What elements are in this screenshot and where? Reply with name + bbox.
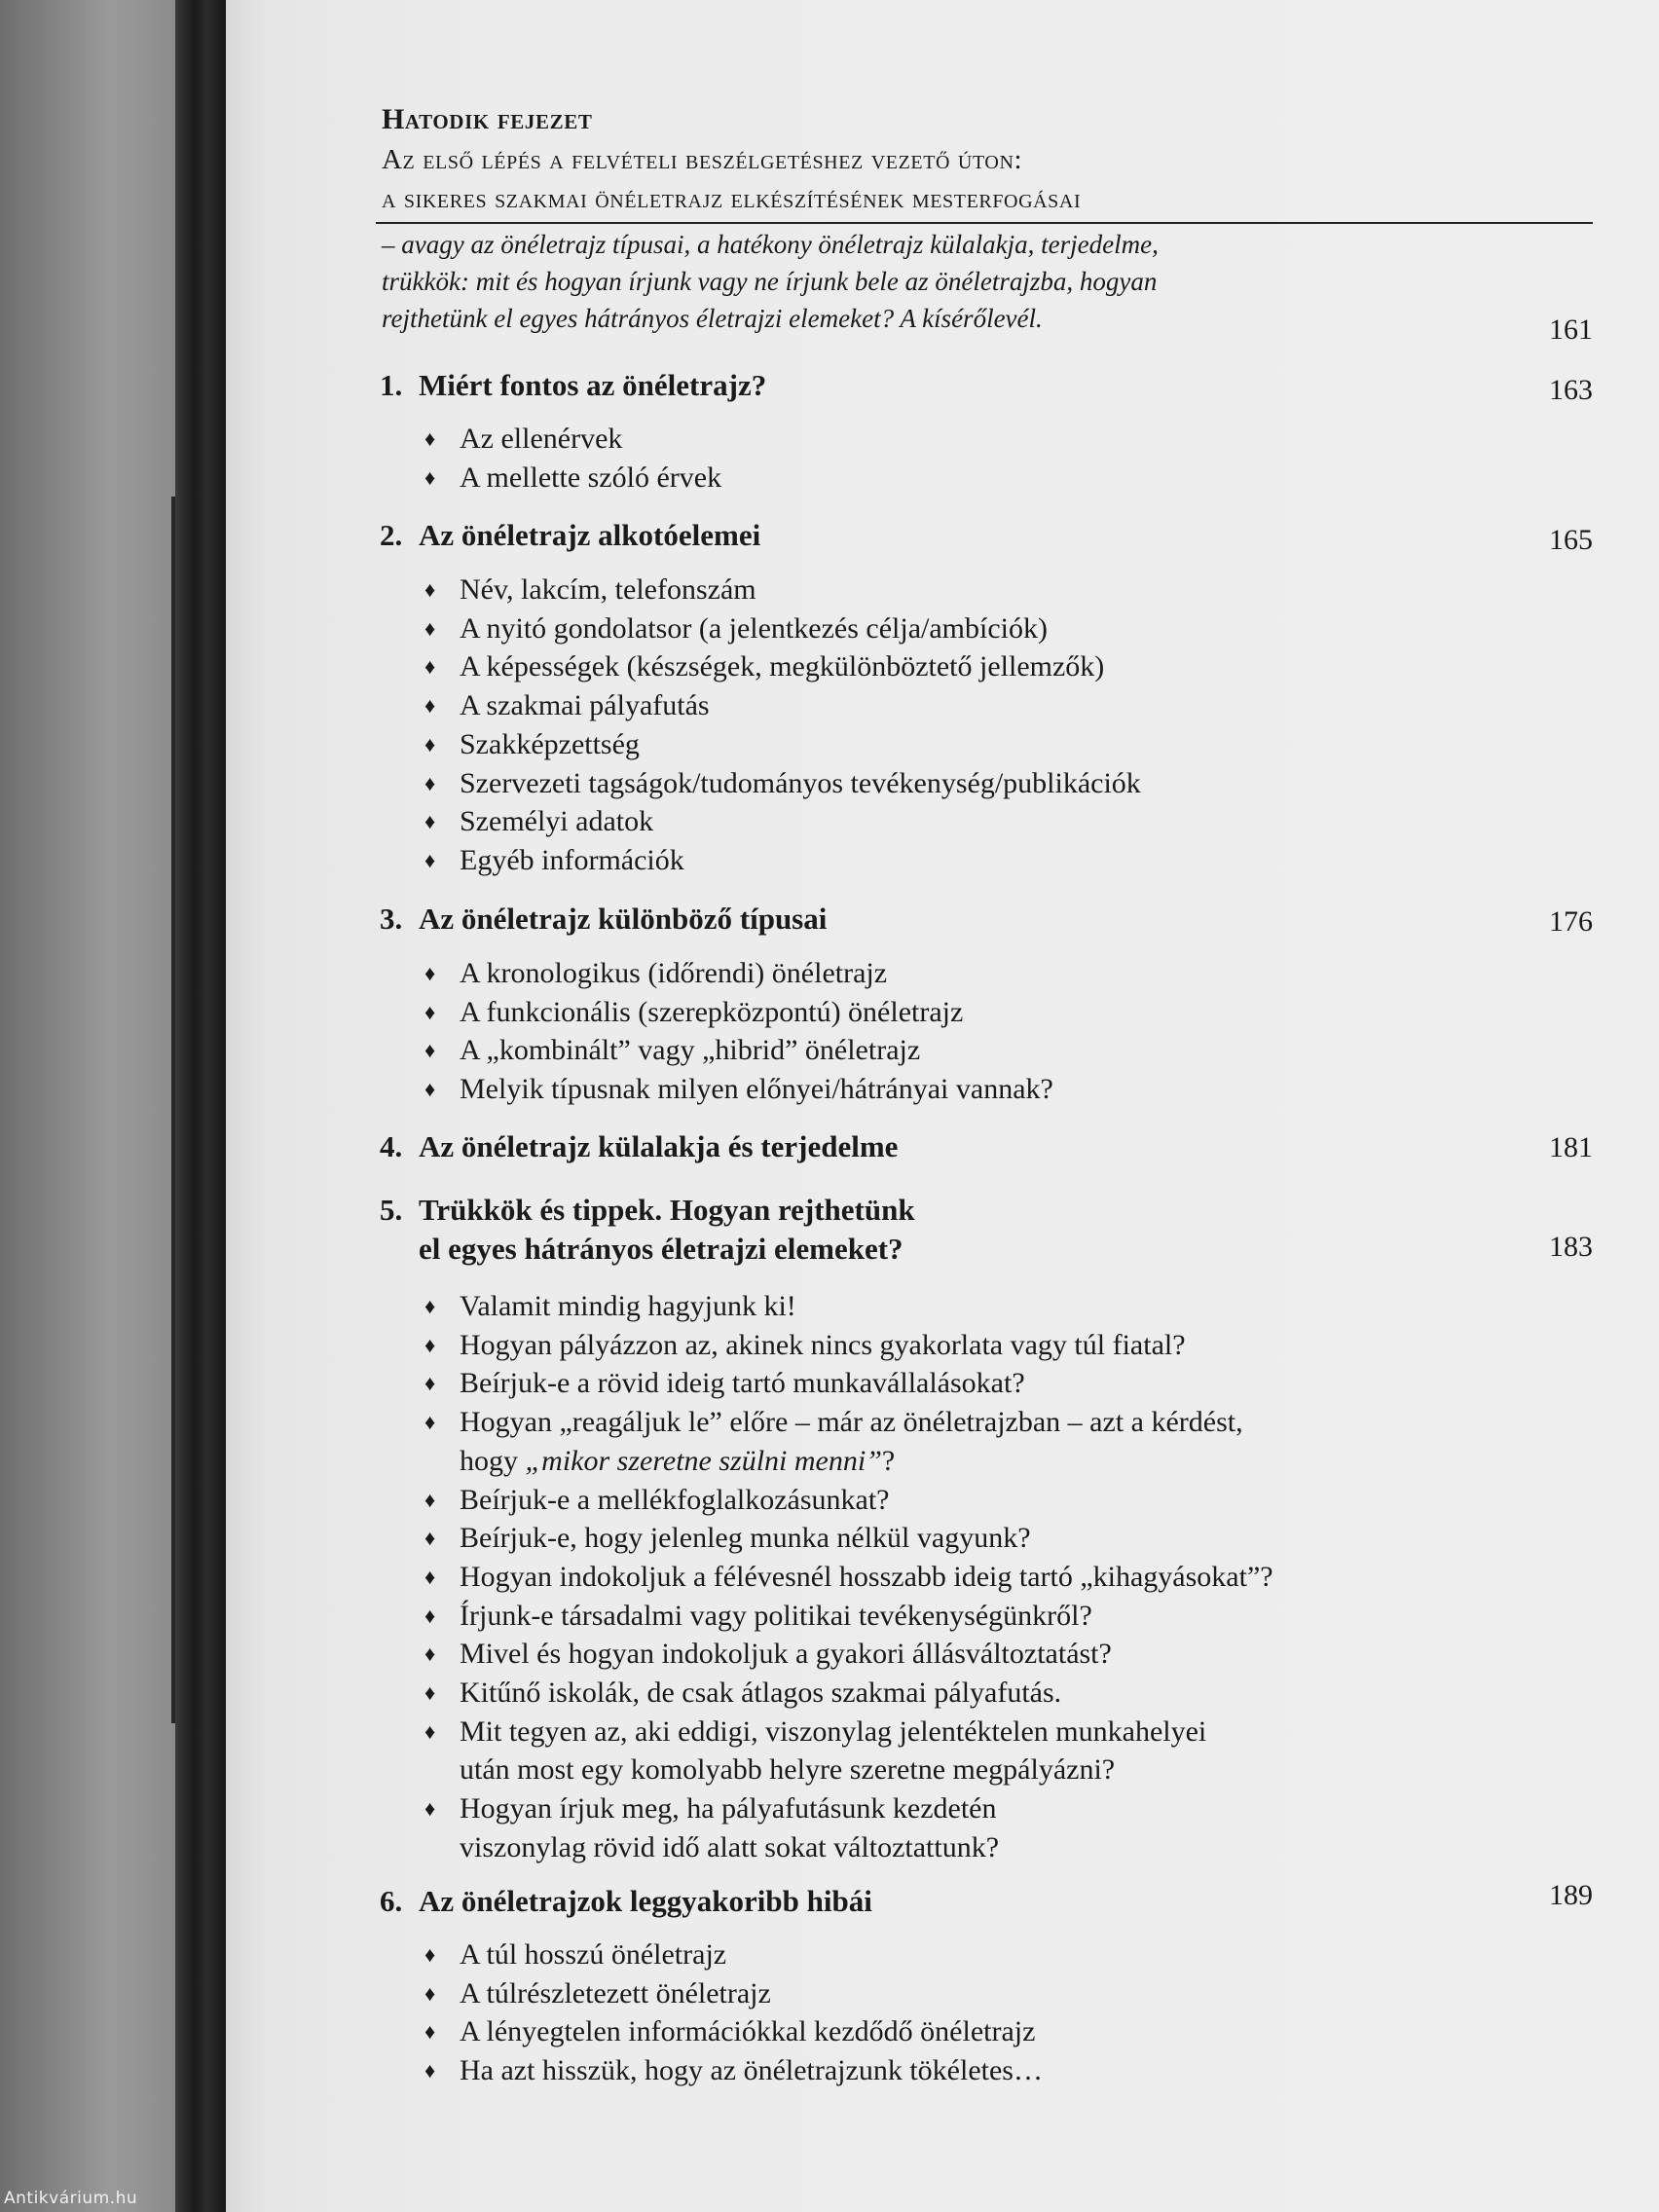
section-title: Az önéletrajz különböző típusai xyxy=(419,902,828,936)
section-title: Miért fontos az önéletrajz? xyxy=(419,368,767,402)
section-5-page-number: 183 xyxy=(1549,1231,1593,1263)
chapter-subtitle-line2: a sikeres szakmai önéletrajz elkészítésének mesterfogásai xyxy=(382,183,1082,214)
diamond-bullet-icon: ♦ xyxy=(424,1038,436,1063)
chapter-subtitle-line1: Az első lépés a felvételi beszélgetéshez vezető úton: xyxy=(382,144,1023,175)
intro-line: – avagy az önéletrajz típusai, a hatékony önéletrajz külalakja, terjedelme, xyxy=(382,230,1159,259)
list-item: ♦ Hogyan „reagáljuk le” előre – már az önéletrajzban – azt a kérdést, hogy „mikor szeretne szülni menni”? xyxy=(424,1403,1273,1480)
list-item: ♦ Egyéb információk xyxy=(424,841,1141,880)
list-item: ♦ A képességek (készségek, megkülönböztető jellemzők) xyxy=(424,647,1141,686)
diamond-bullet-icon: ♦ xyxy=(424,2058,436,2083)
chapter-page-number: 161 xyxy=(1549,313,1593,346)
section-2-page-number: 165 xyxy=(1549,524,1593,556)
diamond-bullet-icon: ♦ xyxy=(424,1942,436,1967)
section-5-heading xyxy=(380,1191,915,1269)
list-item: ♦ A szakmai pályafutás xyxy=(424,686,1141,725)
section-number: 3. xyxy=(380,902,403,936)
diamond-bullet-icon: ♦ xyxy=(424,1680,436,1706)
diamond-bullet-icon: ♦ xyxy=(424,1526,436,1551)
diamond-bullet-icon: ♦ xyxy=(424,999,436,1024)
section-1-items xyxy=(424,420,721,497)
header-rule xyxy=(376,222,1593,224)
diamond-bullet-icon: ♦ xyxy=(424,693,436,719)
diamond-bullet-icon: ♦ xyxy=(424,464,436,490)
chapter-intro xyxy=(382,226,1258,337)
diamond-bullet-icon: ♦ xyxy=(424,1077,436,1102)
section-number: 4. xyxy=(380,1129,403,1163)
section-title: Az önéletrajz alkotóelemei xyxy=(419,518,761,552)
list-item: ♦ Beírjuk-e, hogy jelenleg munka nélkül vagyunk? xyxy=(424,1519,1273,1558)
book-spine xyxy=(175,0,229,2212)
list-item: ♦ Személyi adatok xyxy=(424,802,1141,841)
list-item: ♦ A nyitó gondolatsor (a jelentkezés célja/ambíciók) xyxy=(424,609,1141,648)
diamond-bullet-icon: ♦ xyxy=(424,1564,436,1589)
diamond-bullet-icon: ♦ xyxy=(424,2019,436,2045)
list-item: ♦ Mit tegyen az, aki eddigi, viszonylag jelentéktelen munkahelyei után most egy komolyabb helyre szeretne megpályázni? xyxy=(424,1713,1273,1789)
list-item: ♦ A funkcionális (szerepközpontú) önéletrajz xyxy=(424,993,1053,1032)
section-title: Az önéletrajzok leggyakoribb hibái xyxy=(419,1884,872,1918)
section-title-line2: el egyes hátrányos életrajzi elemeket? xyxy=(419,1232,903,1266)
section-6-page-number: 189 xyxy=(1549,1879,1593,1911)
diamond-bullet-icon: ♦ xyxy=(424,1980,436,2006)
list-item: ♦ Szervezeti tagságok/tudományos tevékenység/publikációk xyxy=(424,764,1141,803)
section-number: 5. xyxy=(380,1193,403,1227)
section-5-items xyxy=(424,1287,1273,1867)
section-1-page-number: 163 xyxy=(1549,374,1593,406)
diamond-bullet-icon: ♦ xyxy=(424,1410,436,1435)
diamond-bullet-icon: ♦ xyxy=(424,847,436,872)
section-2-heading xyxy=(380,516,760,555)
list-item: ♦ Írjunk-e társadalmi vagy politikai tevékenységünkről? xyxy=(424,1597,1273,1636)
chapter-title: Hatodik fejezet xyxy=(382,103,593,135)
diamond-bullet-icon: ♦ xyxy=(424,731,436,756)
list-item: ♦ A lényegtelen információkkal kezdődő önéletrajz xyxy=(424,2012,1043,2051)
diamond-bullet-icon: ♦ xyxy=(424,1796,436,1822)
section-6-heading xyxy=(380,1882,872,1921)
diamond-bullet-icon: ♦ xyxy=(424,654,436,680)
section-4-page-number: 181 xyxy=(1549,1131,1593,1163)
list-item: ♦ Beírjuk-e a rövid ideig tartó munkavállalásokat? xyxy=(424,1364,1273,1403)
diamond-bullet-icon: ♦ xyxy=(424,1641,436,1667)
diamond-bullet-icon: ♦ xyxy=(424,426,436,451)
section-6-items xyxy=(424,1936,1043,2090)
section-title: Az önéletrajz külalakja és terjedelme xyxy=(419,1129,899,1163)
section-3-items xyxy=(424,954,1053,1109)
list-item: ♦ A túl hosszú önéletrajz xyxy=(424,1936,1043,1974)
diamond-bullet-icon: ♦ xyxy=(424,1294,436,1318)
diamond-bullet-icon: ♦ xyxy=(424,1487,436,1512)
section-4-heading xyxy=(380,1127,898,1166)
list-item: ♦ Név, lakcím, telefonszám xyxy=(424,571,1141,609)
section-3-page-number: 176 xyxy=(1549,905,1593,938)
diamond-bullet-icon: ♦ xyxy=(424,1603,436,1628)
section-1-heading xyxy=(380,366,766,405)
section-title: Trükkök és tippek. Hogyan rejthetünk xyxy=(419,1193,915,1227)
list-item: ♦ A kronologikus (időrendi) önéletrajz xyxy=(424,954,1053,993)
background-left xyxy=(0,0,185,2212)
list-item: ♦ Melyik típusnak milyen előnyei/hátrányai vannak? xyxy=(424,1070,1053,1109)
list-item: ♦ Hogyan indokoljuk a félévesnél hosszabb ideig tartó „kihagyásokat”? xyxy=(424,1558,1273,1597)
intro-line: rejthetünk el egyes hátrányos életrajzi elemeket? A kísérőlevél. xyxy=(382,304,1043,333)
section-number: 1. xyxy=(380,368,403,402)
diamond-bullet-icon: ♦ xyxy=(424,577,436,602)
diamond-bullet-icon: ♦ xyxy=(424,1718,436,1744)
list-item: ♦ Hogyan írjuk meg, ha pályafutásunk kezdetén viszonylag rövid idő alatt sokat változtattunk? xyxy=(424,1789,1273,1866)
section-number: 6. xyxy=(380,1884,403,1918)
list-item: ♦ Az ellenérvek xyxy=(424,420,721,459)
list-item: ♦ Szakképzettség xyxy=(424,725,1141,764)
section-number: 2. xyxy=(380,518,403,552)
section-2-items xyxy=(424,571,1141,880)
list-item: ♦ Mivel és hogyan indokoljuk a gyakori állásváltoztatást? xyxy=(424,1635,1273,1674)
diamond-bullet-icon: ♦ xyxy=(424,615,436,641)
list-item: ♦ Valamit mindig hagyjunk ki! xyxy=(424,1287,1273,1326)
watermark-text: Antikvárium.hu xyxy=(4,2189,138,2208)
diamond-bullet-icon: ♦ xyxy=(424,1332,436,1357)
list-item: ♦ Hogyan pályázzon az, akinek nincs gyakorlata vagy túl fiatal? xyxy=(424,1326,1273,1365)
list-item: ♦ Kitűnő iskolák, de csak átlagos szakmai pályafutás. xyxy=(424,1674,1273,1713)
diamond-bullet-icon: ♦ xyxy=(424,1371,436,1396)
list-item: ♦ A túlrészletezett önéletrajz xyxy=(424,1974,1043,2013)
intro-line: trükkök: mit és hogyan írjunk vagy ne írjunk bele az önéletrajzba, hogyan xyxy=(382,267,1158,296)
list-item: ♦ Ha azt hisszük, hogy az önéletrajzunk tökéletes… xyxy=(424,2051,1043,2090)
diamond-bullet-icon: ♦ xyxy=(424,961,436,985)
list-item: ♦ A mellette szóló érvek xyxy=(424,459,721,498)
section-3-heading xyxy=(380,900,827,939)
diamond-bullet-icon: ♦ xyxy=(424,770,436,795)
diamond-bullet-icon: ♦ xyxy=(424,809,436,834)
list-item: ♦ Beírjuk-e a mellékfoglalkozásunkat? xyxy=(424,1481,1273,1520)
list-item: ♦ A „kombinált” vagy „hibrid” önéletrajz xyxy=(424,1031,1053,1070)
